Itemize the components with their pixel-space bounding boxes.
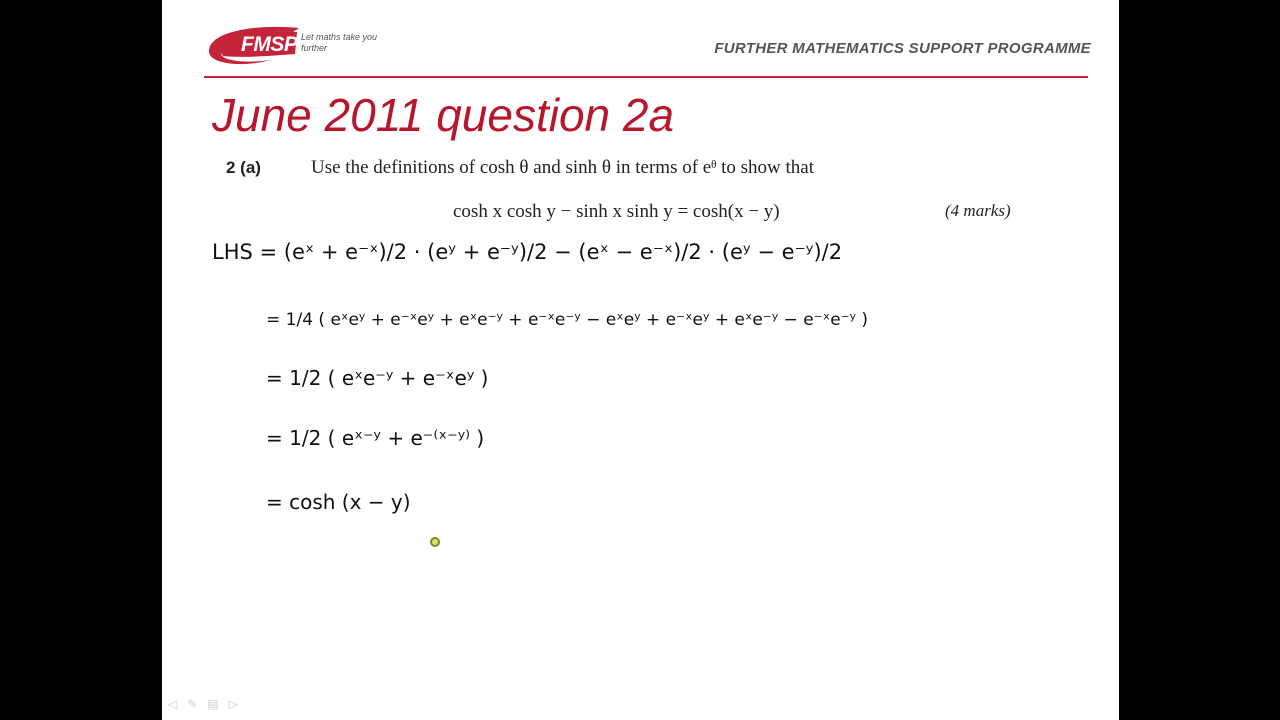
working-line-4: = 1/2 ( eˣ⁻ʸ + e⁻⁽ˣ⁻ʸ⁾ ) xyxy=(266,426,485,450)
logo-tagline: Let maths take you further xyxy=(301,32,378,53)
slide-navigation xyxy=(168,697,238,711)
slide-title: June 2011 question 2a xyxy=(212,89,675,141)
question-equation: cosh x cosh y − sinh x sinh y = cosh(x − y) xyxy=(453,201,780,222)
working-line-2: = 1/4 ( eˣeʸ + e⁻ˣeʸ + eˣe⁻ʸ + e⁻ˣe⁻ʸ − eˣeʸ + e⁻ˣeʸ + eˣe⁻ʸ − e⁻ˣe⁻ʸ ) xyxy=(266,310,869,330)
arrow-right-icon[interactable]: ▷ xyxy=(228,697,238,711)
fmsp-logo xyxy=(201,20,378,65)
pen-icon[interactable]: ✎ xyxy=(187,697,198,711)
question-marks: (4 marks) xyxy=(945,201,1011,220)
logo-text: FMSP xyxy=(241,33,298,56)
programme-name: FURTHER MATHEMATICS SUPPORT PROGRAMME xyxy=(714,40,1091,57)
working-line-3: = 1/2 ( eˣe⁻ʸ + e⁻ˣeʸ ) xyxy=(266,366,489,390)
slide xyxy=(162,0,1119,720)
question-number: 2 (a) xyxy=(226,158,261,177)
working-line-1: LHS = (eˣ + e⁻ˣ)/2 · (eʸ + e⁻ʸ)/2 − (eˣ − e⁻ˣ)/2 · (eʸ − e⁻ʸ)/2 xyxy=(212,240,843,264)
slide-menu-icon[interactable]: ▤ xyxy=(207,697,219,711)
cursor-pointer xyxy=(430,537,440,547)
working-line-5: = cosh (x − y) xyxy=(266,490,411,514)
question-text: Use the definitions of cosh θ and sinh θ in terms of eᶿ to show that xyxy=(311,157,814,178)
header-divider xyxy=(204,76,1088,78)
arrow-left-icon[interactable]: ◁ xyxy=(168,697,178,711)
